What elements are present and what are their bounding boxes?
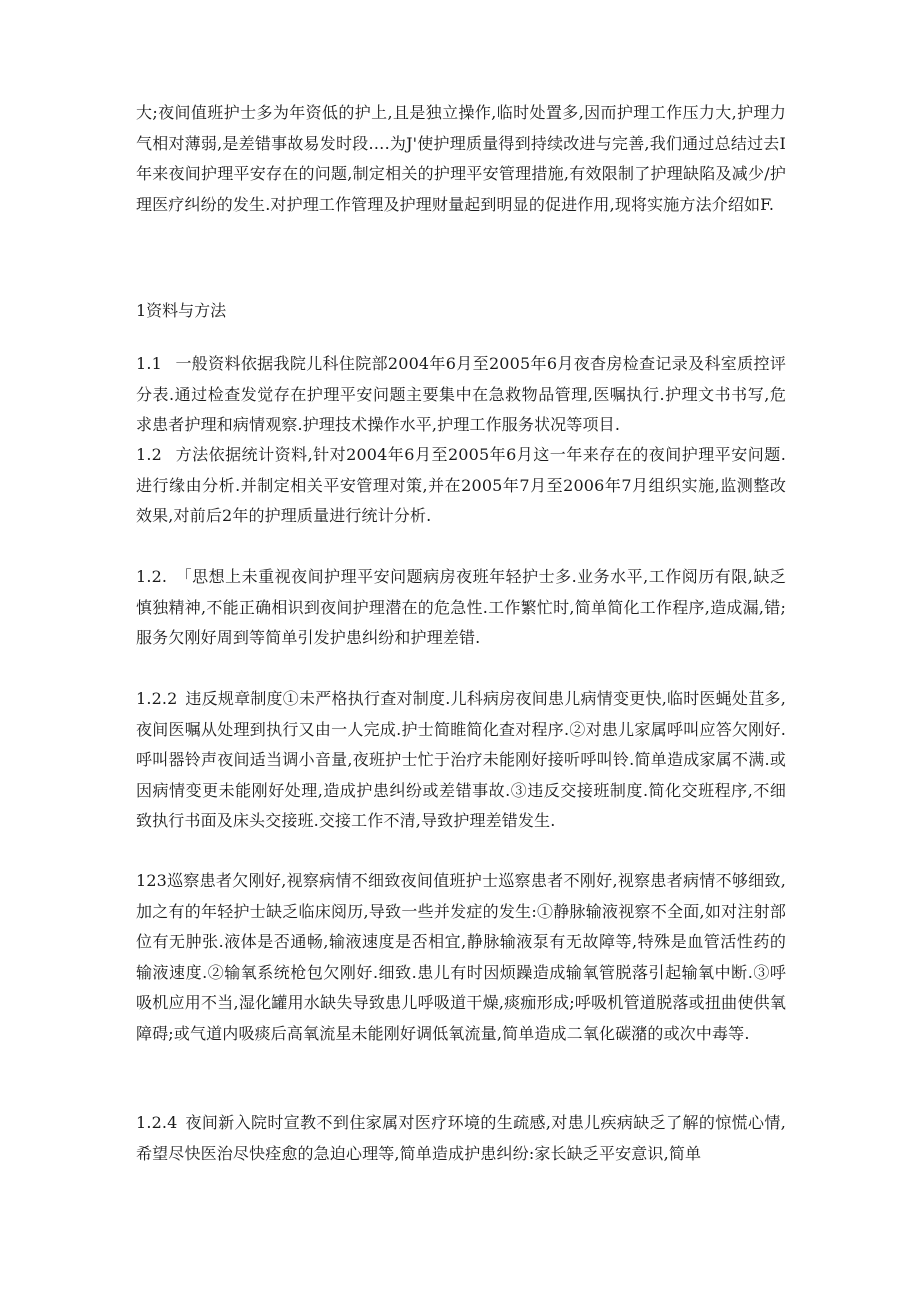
section-text: 违反规章制度①未严格执行查对制度.儿科病房夜间患儿病情变更快,临时医蝇处苴多,夜间医嘱从处理到执行又由一人完成.护士简睢简化查对程序.②对患儿家属呼叫应答欠刚好.呼叫器铃声夜间适当调小音量,夜班护士忙于治疗未能刚好接听呼叫铃.简单造成家属不满.或因病情变更未能刚好处理,造成护患纠纷或差错事故.③违反交接班制度.简化交班程序,不细致执行书面及床头交接班.交接工作不清,导致护理差错发生. — [136, 689, 786, 830]
section-heading: 1资料与方法 — [136, 301, 227, 320]
section-1-2-2-paragraph — [136, 684, 786, 837]
section-text: 「思想上未重视夜间护理平安问题病房夜班年轻护士多.业务水平,工作阅历有限,缺乏慎独精神,不能正确相识到夜间护理潜在的危急性.工作繁忙时,简单简化工作程序,造成漏,错;服务欠刚好周到等简单引发护患纠纷和护理差错. — [136, 567, 786, 647]
section-text: 一般资料依据我院儿科住院部2004年6月至2005年6月夜杳房检查记录及科室质控评分表.通过检查发觉存在护理平安问题主要集中在急救物品管理,医嘱执行.护理文书书写,危求患者护理和病情观察.护理技术操作水平,护理工作服务状况等项目. — [136, 354, 786, 434]
section-number: 1.2.4 — [136, 1113, 178, 1132]
section-number: 1.2.2 — [136, 689, 178, 708]
section-number: 1.1 — [136, 354, 162, 373]
section-1-2-3-paragraph: 123巡察患者欠刚好,视察病情不细致夜间值班护士巡察患者不刚好,视察患者病情不够细致,加之有的年轻护士缺乏临床阅历,导致一些并发症的发生:①静脉输液视察不全面,如对注射部位有无肿张.液体是否通畅,输液速度是否相宜,静脉输液泵有无故障等,特殊是血管活性药的输液速度.②输氧系统枪包欠刚好.细致.患儿有时因烦躁造成输氧管脱落引起输氧中断.③呼吸机应用不当,湿化罐用水缺失导致患儿呼吸道干燥,痰痂形成;呼吸机管道脱落或扭曲使供氧障碍;或气道内吸痰后高氧流星未能刚好调低氧流量,简单造成二氧化碳潴的或次中毒等. — [136, 871, 786, 1043]
section-1-2-4-paragraph — [136, 1108, 786, 1169]
section-number: 1.2 — [136, 445, 162, 464]
section-text: 方法依据统计资料,针对2004年6月至2005年6月这一年来存在的夜间护理平安问题.进行缘由分析.并制定相关平安管理对策,并在2005年7月至2006年7月组织实施,监测整改效果,对前后2年的护理质量进行统计分析. — [136, 445, 786, 525]
intro-paragraph: 大;夜间值班护士多为年资低的护上,且是独立操作,临时处置多,因而护理工作压力大,护理力气相对薄弱,是差错事故易发时段….为J'使护理质量得到持续改进与完善,我们通过总结过去I年来夜间护理平安存在的问题,制定相关的护理平安管理措施,有效限制了护理缺陷及减少/护理医疗纠纷的发生.对护理工作管理及护理财量起到明显的促进作用,现将实施方法介绍如F. — [136, 103, 786, 214]
section-1-1-paragraph — [136, 349, 786, 441]
section-1-2-paragraph — [136, 440, 786, 532]
section-text: 夜间新入院时宣教不到住家属对医疗环境的生疏感,对患儿疾病缺乏了解的惊慌心情,希望尽快医治尽快痊愈的急迫心理等,简单造成护患纠纷:家长缺乏平安意识,简单 — [136, 1113, 786, 1163]
section-1-2-1-paragraph — [136, 562, 786, 654]
section-number: 1.2. — [136, 567, 168, 586]
